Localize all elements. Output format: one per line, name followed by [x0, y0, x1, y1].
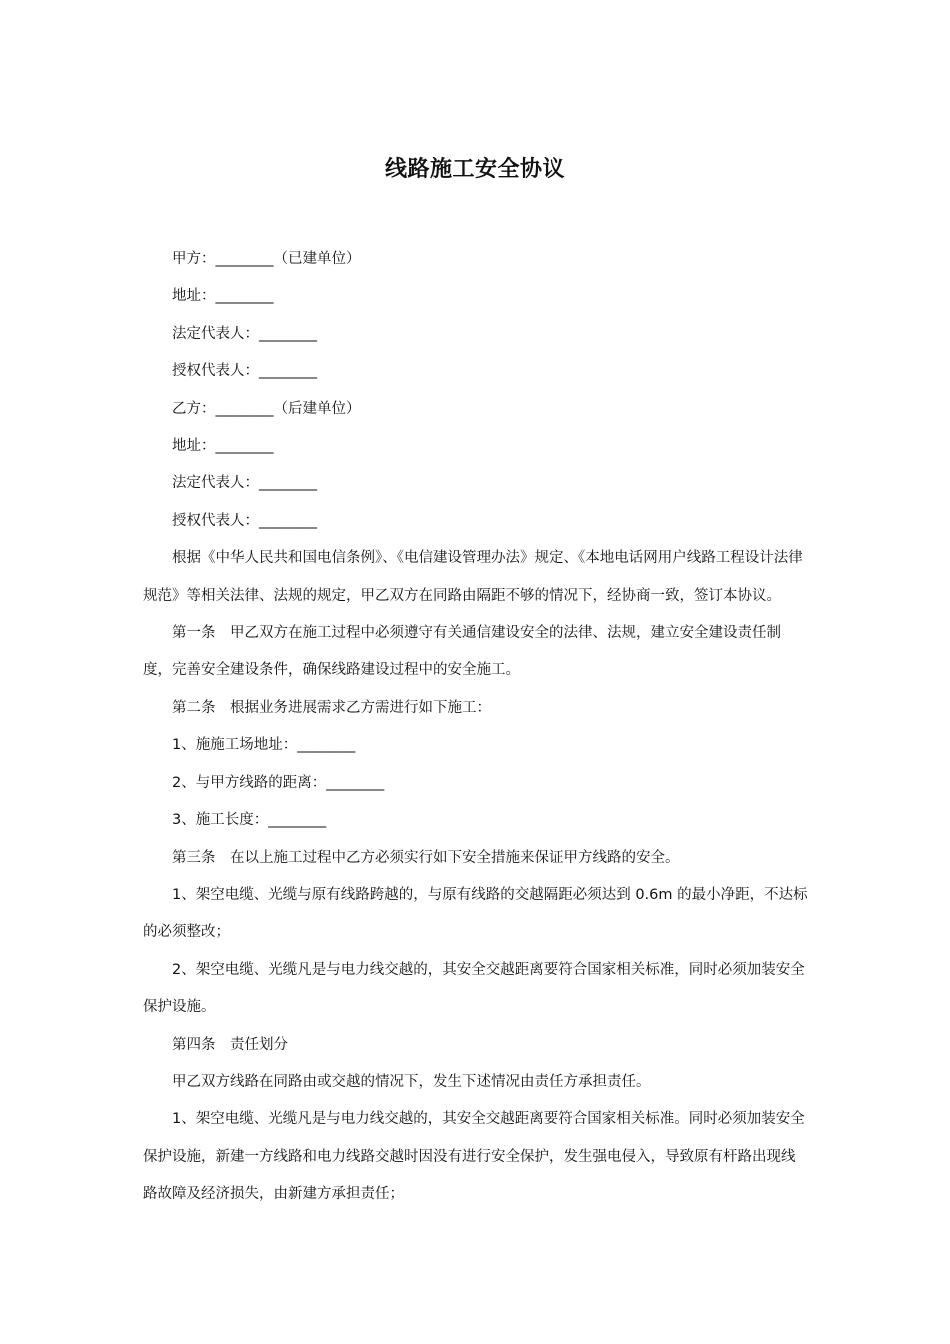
- article-1: 第一条 甲乙双方在施工过程中必须遵守有关通信建设安全的法律、法规，建立安全建设责任制度，完善安全建设条件，确保线路建设过程中的安全施工。: [143, 625, 781, 679]
- party-a-legal-rep: 法定代表人：________: [172, 325, 317, 342]
- article-2: 第二条 根据业务进展需求乙方需进行如下施工：: [172, 699, 491, 716]
- article-2-item-2: 2、与甲方线路的距离：________: [172, 774, 385, 791]
- document-body: [143, 241, 808, 1214]
- article-3: 第三条 在以上施工过程中乙方必须实行如下安全措施来保证甲方线路的安全。: [172, 849, 680, 866]
- article-2-item-1: 1、施施工场地址：________: [172, 737, 356, 754]
- article-4-item-1: 1、架空电缆、光缆凡是与电力线交越的，其安全交越距离要符合国家相关标准。同时必须加装安全保护设施，新建一方线路和电力线路交越时因没有进行安全保护，发生强电侵入，导致原有杆路出现线路故障及经济损失，由新建方承担责任；: [143, 1111, 805, 1203]
- party-a-address: 地址：________: [172, 288, 274, 305]
- article-4-intro: 甲乙双方线路在同路由或交越的情况下，发生下述情况由责任方承担责任。: [172, 1073, 651, 1090]
- party-b-line: 乙方：________（后建单位）: [172, 400, 361, 417]
- document-title: 线路施工安全协议: [384, 157, 565, 182]
- party-b-legal-rep: 法定代表人：________: [172, 475, 317, 492]
- article-3-item-2: 2、架空电缆、光缆凡是与电力线交越的，其安全交越距离要符合国家相关标准，同时必须加装安全保护设施。: [143, 961, 805, 1016]
- party-a-line: 甲方：________（已建单位）: [172, 251, 361, 267]
- party-b-address: 地址：________: [172, 438, 274, 455]
- party-a-authorized-rep: 授权代表人：________: [172, 363, 317, 380]
- article-3-item-1: 1、架空电缆、光缆与原有线路跨越的，与原有线路的交越隔距必须达到 0.6m 的最小净距，不达标的必须整改；: [143, 886, 808, 941]
- party-b-authorized-rep: 授权代表人：________: [172, 512, 317, 529]
- article-2-item-3: 3、施工长度：________: [172, 812, 327, 829]
- article-4: 第四条 责任划分: [172, 1036, 288, 1053]
- preamble-paragraph: 根据《中华人民共和国电信条例》、《电信建设管理办法》规定、《本地电话网用户线路工程设计法律规范》等相关法律、法规的规定，甲乙双方在同路由隔距不够的情况下，经协商一致，签订本协议。: [143, 550, 803, 604]
